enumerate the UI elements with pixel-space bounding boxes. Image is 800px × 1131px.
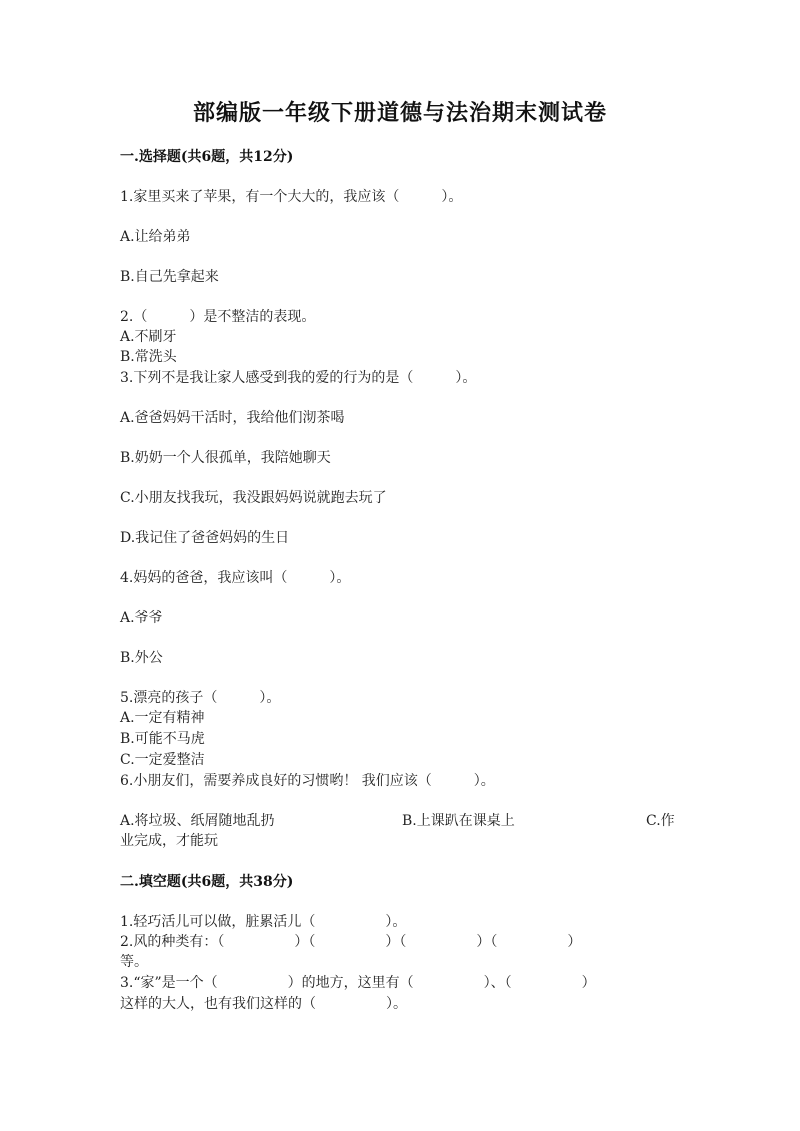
option-b: B.奶奶一个人很孤单，我陪她聊天 (120, 450, 331, 466)
section-heading: 二.填空题(共6题，共38分) (120, 874, 294, 890)
option-b: B.可能不马虎 (120, 731, 205, 747)
fill-question-2: 2.风的种类有：（ ）（ ）（ ）（ ） (120, 934, 582, 950)
option-c: C.一定爱整洁 (120, 752, 205, 768)
fill-question-3: 3.“家”是一个（ ）的地方，这里有（ ）、（ ） (120, 975, 596, 991)
fill-question-3-continued: 这样的大人，也有我们这样的（ ）。 (120, 996, 407, 1012)
question-stem: 6.小朋友们，需要养成良好的习惯哟！ 我们应该（ ）。 (120, 773, 495, 789)
option-a: A.将垃圾、纸屑随地乱扔 (120, 813, 275, 829)
fill-question-2-continued: 等。 (120, 954, 148, 970)
page-title: 部编版一年级下册道德与法治期末测试卷 (192, 100, 607, 126)
option-b: B.常洗头 (120, 349, 177, 365)
question-stem: 1.家里买来了苹果，有一个大大的，我应该（ ）。 (120, 189, 463, 205)
option-c-continued: 业完成，才能玩 (120, 833, 218, 849)
question-stem: 2.（ ）是不整洁的表现。 (120, 309, 316, 325)
option-b: B.外公 (120, 650, 163, 666)
option-d: D.我记住了爸爸妈妈的生日 (120, 530, 290, 546)
question-stem: 5.漂亮的孩子（ ）。 (120, 690, 281, 706)
option-a: A.让给弟弟 (120, 229, 191, 245)
option-a: A.爷爷 (120, 610, 163, 626)
question-stem: 4.妈妈的爸爸，我应该叫（ ）。 (120, 570, 351, 586)
fill-question-1: 1.轻巧活儿可以做，脏累活儿（ ）。 (120, 914, 407, 930)
option-a: A.一定有精神 (120, 710, 205, 726)
option-b: B.自己先拿起来 (120, 269, 219, 285)
option-a: A.不刷牙 (120, 329, 177, 345)
option-c: C.作 (646, 813, 675, 829)
question-stem: 3.下列不是我让家人感受到我的爱的行为的是（ ）。 (120, 370, 477, 386)
option-c: C.小朋友找我玩，我没跟妈妈说就跑去玩了 (120, 490, 387, 506)
option-b: B.上课趴在课桌上 (402, 813, 515, 829)
section-heading: 一.选择题(共6题，共12分) (120, 149, 294, 165)
option-a: A.爸爸妈妈干活时，我给他们沏茶喝 (120, 410, 345, 426)
